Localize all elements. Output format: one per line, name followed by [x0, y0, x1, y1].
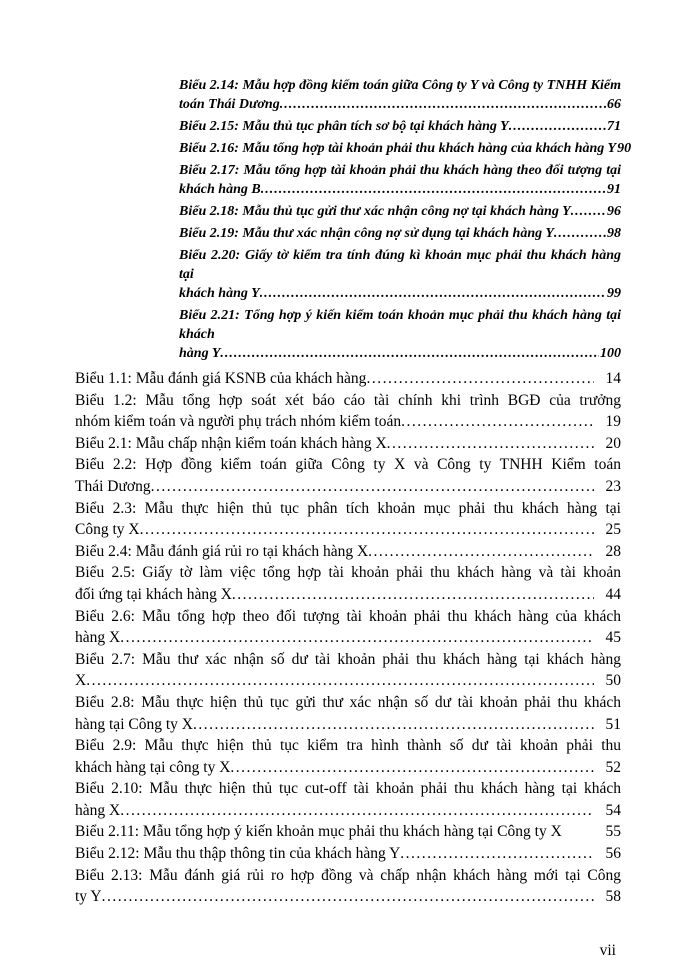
toc-entry: [75, 778, 621, 821]
toc-entry-text: Biểu 2.16: Mẫu tổng hợp tài khoản phải thu khách hàng của khách hàng Y: [179, 141, 617, 156]
dot-leader: [120, 800, 593, 822]
toc-entry-text: Biểu 2.20: Giấy tờ kiểm tra tính đúng kì khoản mục phải thu khách hàng tại: [179, 248, 621, 282]
toc-entry-text: hàng X: [75, 629, 121, 647]
toc-entry: [75, 541, 621, 563]
dot-leader: [193, 714, 594, 736]
toc-entry-line: [75, 843, 621, 865]
toc-entry-line: [75, 541, 621, 563]
toc-entry: [75, 606, 621, 649]
toc-page-number: 56: [605, 845, 621, 863]
toc-entry: [75, 735, 621, 778]
toc-entry-text: Công ty X: [75, 521, 140, 539]
toc-entry-text: Biểu 2.15: Mẫu thủ tục phân tích sơ bộ tại khách hàng Y: [179, 119, 509, 134]
toc-entry: [75, 390, 621, 433]
toc-entry-line: [75, 519, 621, 541]
toc-entry-line: [75, 411, 621, 433]
dot-leader: [387, 433, 594, 455]
toc-page-number: 28: [605, 542, 621, 560]
toc-entry-text: Biểu 2.17: Mẫu tổng hợp tài khoản phải thu khách hàng theo đối tượng tại: [179, 163, 621, 178]
toc-entry-text: ty Y: [75, 888, 102, 906]
toc-entry-text: Biểu 2.12: Mẫu thu thập thông tin của khách hàng Y: [75, 845, 401, 863]
toc-entry-line: [75, 476, 621, 498]
toc-page-number: 25: [605, 521, 621, 539]
toc-entry-text: Biểu 2.19: Mẫu thư xác nhận công nợ sử dụng tại khách hàng Y: [179, 226, 554, 241]
toc-entry: [179, 117, 621, 136]
toc-entry-text: toán Thái Dương: [179, 97, 280, 112]
toc-entry-line: [75, 800, 621, 822]
toc-entry-text: Biểu 2.11: Mẫu tổng hợp ý kiến khoản mục phải thu khách hàng tại Công ty X: [75, 823, 562, 841]
dot-leader: [280, 95, 606, 114]
toc-entry: [75, 843, 621, 865]
dot-leader: [366, 368, 593, 390]
toc-page-number: 58: [605, 888, 621, 906]
toc-entry-line: [179, 76, 621, 95]
toc-entry-text: Biểu 2.3: Mẫu thực hiện thủ tục phân tích khoản mục phải thu khách hàng tại: [75, 499, 621, 517]
toc-page-number: 20: [605, 434, 621, 452]
toc-page-number: 45: [605, 629, 621, 647]
toc-section-figures-main: [75, 368, 621, 908]
toc-entry-line: [75, 692, 621, 714]
page-number: vii: [599, 941, 616, 959]
toc-entry-line: [75, 821, 621, 843]
toc-page-number: 51: [605, 715, 621, 733]
toc-entry-text: hàng X: [75, 801, 121, 819]
dot-leader: [232, 584, 594, 606]
toc-entry-text: Biểu 2.7: Mẫu thư xác nhận số dư tài khoản phải thu khách hàng tại khách hàng: [75, 650, 621, 668]
toc-entry-line: [75, 454, 621, 476]
toc-page-number: 96: [607, 204, 621, 219]
dot-leader: [401, 411, 593, 433]
toc-entry-text: Biểu 1.1: Mẫu đánh giá KSNB của khách hàng: [75, 370, 367, 387]
toc-entry-text: X: [75, 672, 87, 690]
toc-entry: [75, 562, 621, 605]
toc-page-number: 44: [605, 585, 621, 603]
toc-entry: [75, 433, 621, 455]
toc-page-number: 66: [607, 97, 621, 112]
toc-entry-text: Biểu 2.5: Giấy tờ làm việc tổng hợp tài khoản phải thu khách hàng và tài khoản: [75, 564, 621, 582]
toc-entry-line: [75, 562, 621, 584]
toc-entry: [179, 224, 621, 243]
toc-entry-line: [179, 95, 621, 114]
toc-entry-line: [179, 246, 621, 284]
toc-entry-text: Biểu 2.13: Mẫu đánh giá rủi ro hợp đồng và chấp nhận khách hàng mới tại Công: [75, 866, 621, 884]
toc-entry-line: [75, 670, 621, 692]
toc-entry: [75, 368, 621, 390]
dot-leader: [151, 476, 594, 498]
toc-page-number: 99: [607, 286, 621, 301]
toc-entry-line: [75, 757, 621, 779]
toc-entry: [75, 692, 621, 735]
toc-entry-text: Biểu 2.2: Hợp đồng kiểm toán giữa Công ty X và Công ty TNHH Kiểm toán: [75, 456, 621, 474]
toc-entry-line: [75, 735, 621, 757]
toc-entry-text: Biểu 2.9: Mẫu thực hiện thủ tục kiểm tra hình thành số dư tài khoản phải thu: [75, 737, 621, 755]
toc-entry-text: Biểu 2.21: Tổng hợp ý kiến kiểm toán khoản mục phải thu khách hàng tại khách: [179, 308, 621, 342]
toc-entry-text: nhóm kiểm toán và người phụ trách nhóm kiểm toán: [75, 413, 402, 431]
toc-page-number: 52: [605, 758, 621, 776]
toc-entry-line: [75, 433, 621, 455]
toc-entry-text: Biểu 2.14: Mẫu hợp đồng kiểm toán giữa Công ty Y và Công ty TNHH Kiểm: [179, 78, 621, 93]
dot-leader: [400, 843, 593, 865]
toc-entry: [75, 498, 621, 541]
dot-leader: [509, 117, 606, 136]
dot-leader: [102, 886, 594, 908]
dot-leader: [220, 344, 599, 363]
toc-entry-text: Biểu 2.4: Mẫu đánh giá rủi ro tại khách hàng X: [75, 542, 369, 560]
toc-entry-line: [75, 865, 621, 887]
toc-page-number: 19: [605, 413, 621, 431]
toc-page-number: 98: [607, 226, 621, 241]
dot-leader: [120, 627, 593, 649]
toc-page-number: 14: [605, 370, 621, 387]
toc-entry-text: khách hàng tại công ty X: [75, 758, 231, 776]
toc-entry-text: Biểu 1.2: Mẫu tổng hợp soát xét báo cáo tài chính khi trình BGĐ của trưởng: [75, 391, 621, 409]
toc-page-number: 23: [605, 477, 621, 495]
toc-entry-line: [75, 390, 621, 412]
toc-entry-line: [179, 224, 621, 243]
dot-leader: [368, 541, 593, 563]
toc-entry-text: Thái Dương: [75, 477, 151, 495]
toc-entry-text: hàng tại Công ty X: [75, 715, 193, 733]
toc-entry: [179, 246, 621, 303]
toc-entry-line: [179, 161, 621, 180]
toc-page-number: 55: [605, 823, 621, 841]
toc-entry-text: Biểu 2.6: Mẫu tổng hợp theo đối tượng tài khoản phải thu khách hàng của khách: [75, 607, 621, 625]
toc-entry-text: Biểu 2.8: Mẫu thực hiện thủ tục gửi thư xác nhận số dư tài khoản phải thu khách: [75, 693, 621, 711]
dot-leader: [86, 670, 593, 692]
dot-leader: [140, 519, 594, 541]
toc-entry-text: hàng Y: [179, 346, 221, 361]
dot-leader: [260, 284, 606, 303]
toc-page-number: 71: [607, 119, 621, 134]
toc-entry-line: [75, 778, 621, 800]
toc-entry-line: [75, 627, 621, 649]
toc-entry-line: [179, 344, 621, 363]
toc-entry-line: [179, 284, 621, 303]
toc-entry: [179, 161, 621, 199]
toc-entry-text: đối ứng tại khách hàng X: [75, 585, 232, 603]
toc-entry: [179, 306, 621, 363]
dot-leader: [230, 757, 593, 779]
toc-entry-line: [75, 498, 621, 520]
toc-entry-text: Biểu 2.1: Mẫu chấp nhận kiểm toán khách hàng X: [75, 434, 387, 452]
toc-entry-line: [75, 649, 621, 671]
toc-entry-line: [75, 886, 621, 908]
toc-entry-line: [75, 368, 621, 390]
toc-page-number: 50: [605, 672, 621, 690]
toc-entry-line: [179, 139, 632, 158]
toc-entry-text: khách hàng B: [179, 182, 261, 197]
toc-entry: [179, 139, 632, 158]
page-footer: [75, 940, 621, 961]
toc-entry: [75, 865, 621, 908]
toc-entry-text: Biểu 2.10: Mẫu thực hiện thủ tục cut-off tài khoản phải thu khách hàng tại khách: [75, 780, 621, 798]
dot-leader: [554, 224, 606, 243]
toc-entry-line: [75, 606, 621, 628]
toc-entry: [179, 76, 621, 114]
toc-entry-text: Biểu 2.18: Mẫu thủ tục gửi thư xác nhận công nợ tại khách hàng Y: [179, 204, 571, 219]
toc-entry-line: [75, 714, 621, 736]
toc-entry-line: [75, 584, 621, 606]
toc-entry: [179, 202, 621, 221]
toc-page-number: 91: [607, 182, 621, 197]
dot-leader: [261, 180, 606, 199]
toc-entry-line: [179, 306, 621, 344]
toc-section-figures-bold: [179, 76, 632, 363]
toc-entry-text: khách hàng Y: [179, 286, 260, 301]
toc-entry-line: [179, 180, 621, 199]
toc-entry: [75, 649, 621, 692]
toc-page-number: 54: [605, 801, 621, 819]
toc-entry: [75, 454, 621, 497]
toc-entry-line: [179, 117, 621, 136]
toc-entry-line: [179, 202, 621, 221]
toc-entry: [75, 821, 621, 843]
dot-leader: [571, 202, 606, 221]
toc-page-number: 90: [617, 141, 632, 156]
toc-page-number: 100: [600, 346, 621, 361]
